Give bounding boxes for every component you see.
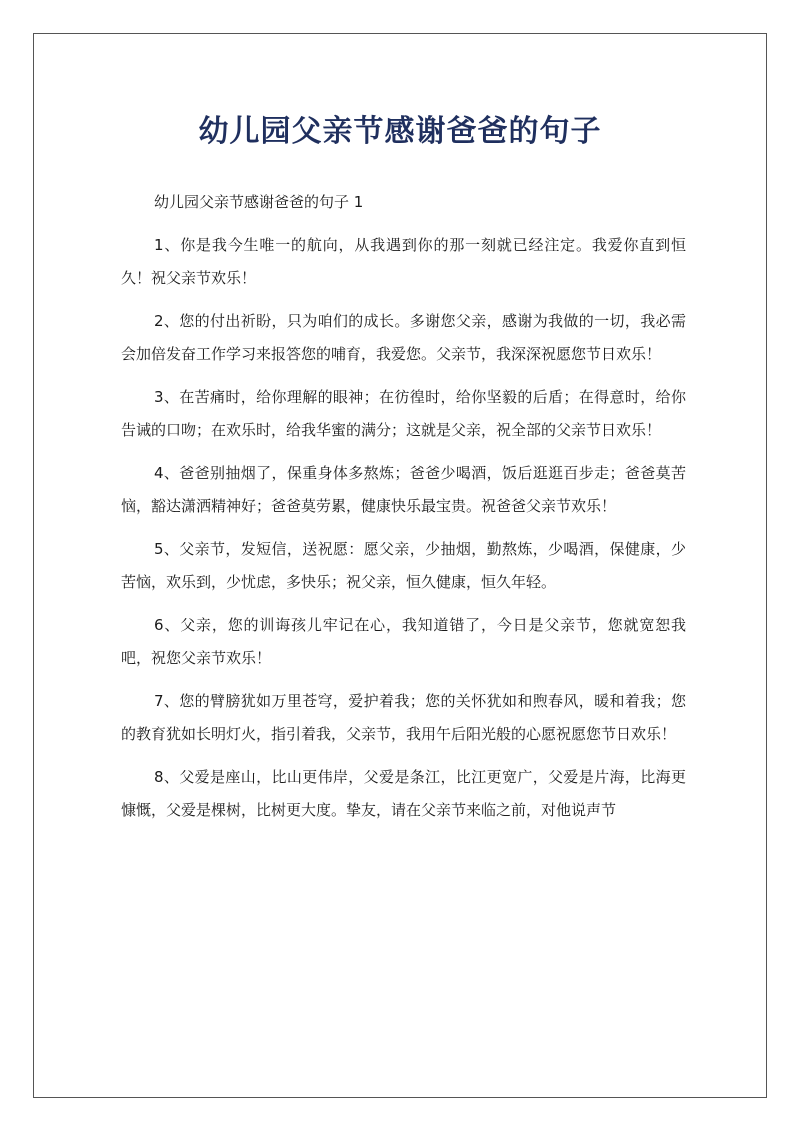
paragraph-3: 3、在苦痛时，给你理解的眼神；在彷徨时，给你坚毅的后盾；在得意时，给你告诫的口吻；在欢乐时，给我华蜜的满分；这就是父亲，祝全部的父亲节日欢乐！	[121, 388, 686, 439]
paragraph-2: 2、您的付出祈盼，只为咱们的成长。多谢您父亲，感谢为我做的一切，我必需会加倍发奋工作学习来报答您的哺育，我爱您。父亲节，我深深祝愿您节日欢乐！	[121, 312, 686, 363]
paragraph-4: 4、爸爸别抽烟了，保重身体多熬炼；爸爸少喝酒，饭后逛逛百步走；爸爸莫苦恼，豁达潇洒精神好；爸爸莫劳累，健康快乐最宝贵。祝爸爸父亲节欢乐！	[121, 464, 686, 515]
paragraph-8: 8、父爱是座山，比山更伟岸，父爱是条江，比江更宽广，父爱是片海，比海更慷慨，父爱是棵树，比树更大度。挚友，请在父亲节来临之前，对他说声节	[121, 768, 686, 819]
document-subtitle: 幼儿园父亲节感谢爸爸的句子 1	[154, 193, 364, 211]
paragraph-5: 5、父亲节，发短信，送祝愿：愿父亲，少抽烟，勤熬炼，少喝酒，保健康，少苦恼，欢乐到，少忧虑，多快乐；祝父亲，恒久健康，恒久年轻。	[121, 540, 686, 591]
paragraph-6: 6、父亲，您的训诲孩儿牢记在心，我知道错了，今日是父亲节，您就宽恕我吧，祝您父亲节欢乐！	[121, 616, 686, 667]
document-body	[121, 186, 686, 837]
paragraph-7: 7、您的臂膀犹如万里苍穹，爱护着我；您的关怀犹如和煦春风，暖和着我；您的教育犹如长明灯火，指引着我，父亲节，我用午后阳光般的心愿祝愿您节日欢乐！	[121, 692, 686, 743]
document-title: 幼儿园父亲节感谢爸爸的句子	[198, 114, 602, 149]
paragraph-1: 1、你是我今生唯一的航向，从我遇到你的那一刻就已经注定。我爱你直到恒久！祝父亲节欢乐！	[121, 236, 686, 287]
